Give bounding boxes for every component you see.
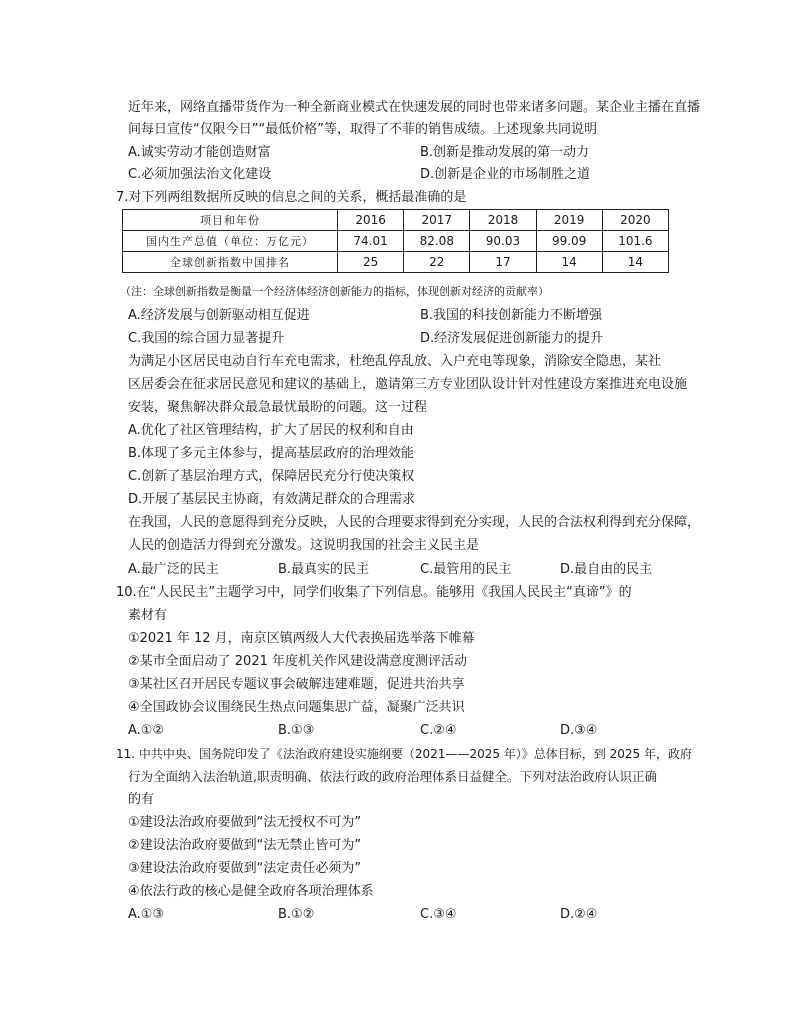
q11-stem-line-1: 11. 中共中央、国务院印发了《法治政府建设实施纲要（2021——2025 年）》总体目标，到 2025 年，政府: [116, 747, 692, 761]
q7-data-table: [122, 209, 669, 273]
q7-option-c: C.我国的综合国力显著提升: [128, 331, 285, 346]
q10-stem-line-1: 10.在“人民民主”主题学习中，同学们收集了下列信息。能够用《我国人民民主“真谛”》的: [116, 585, 632, 600]
q10-stem-line-2: 素材有: [128, 608, 168, 623]
table-row-label: 全球创新指数中国排名: [123, 252, 338, 273]
q7-option-b: B.我国的科技创新能力不断增强: [420, 308, 603, 323]
table-row-rank: [123, 252, 669, 273]
q6-option-b: B.创新是推动发展的第一动力: [420, 145, 590, 160]
q10-item-2: ②某市全面启动了 2021 年度机关作风建设满意度测评活动: [128, 654, 468, 669]
q9-stem-line-1: 在我国，人民的意愿得到充分反映，人民的合理要求得到充分实现，人民的合法权利得到充分保障，: [128, 515, 701, 530]
q9-option-b: B.最真实的民主: [278, 562, 370, 577]
table-year: 2017: [404, 210, 470, 231]
q10-option-b: B.①③: [278, 723, 315, 738]
table-cell: 25: [338, 252, 404, 273]
q11-item-2: ②建设法治政府要做到“法无禁止皆可为”: [128, 838, 362, 853]
table-year: 2016: [338, 210, 404, 231]
q10-option-d: D.③④: [560, 723, 598, 738]
q11-option-b: B.①②: [278, 907, 315, 922]
q8-stem-line-1: 为满足小区居民电动自行车充电需求，杜绝乱停乱放、入户充电等现象，消除安全隐患，某社: [128, 354, 662, 369]
q9-option-a: A.最广泛的民主: [128, 562, 219, 577]
q8-option-d: D.开展了基层民主协商，有效满足群众的合理需求: [128, 492, 416, 507]
q10-option-c: C.②④: [420, 723, 457, 738]
table-cell: 22: [404, 252, 470, 273]
table-year: 2019: [536, 210, 602, 231]
table-cell: 14: [602, 252, 668, 273]
q9-stem-line-2: 人民的创造活力得到充分激发。这说明我国的社会主义民主是: [128, 538, 480, 553]
table-cell: 14: [536, 252, 602, 273]
q11-stem-line-3: 的有: [128, 792, 155, 807]
q11-option-d: D.②④: [560, 907, 598, 922]
q8-option-a: A.优化了社区管理结构，扩大了居民的权利和自由: [128, 423, 414, 438]
q8-stem-line-3: 安装，聚焦解决群众最急最忧最盼的问题。这一过程: [128, 400, 428, 415]
q7-option-d: D.经济发展促进创新能力的提升: [420, 331, 604, 346]
q11-item-1: ①建设法治政府要做到“法无授权不可为”: [128, 815, 362, 830]
table-header-row: [123, 210, 669, 231]
q6-stem-line-1: 近年来，网络直播带货作为一种全新商业模式在快速发展的同时也带来诸多问题。某企业主播在直播: [128, 100, 701, 115]
q7-note: （注：全球创新指数是衡量一个经济体经济创新能力的指标，体现创新对经济的贡献率）: [120, 285, 549, 298]
q9-option-c: C.最管用的民主: [420, 562, 512, 577]
table-cell: 17: [470, 252, 536, 273]
table-year: 2020: [602, 210, 668, 231]
q11-option-a: A.①③: [128, 907, 165, 922]
table-year: 2018: [470, 210, 536, 231]
q6-option-c: C.必须加强法治文化建设: [128, 167, 272, 182]
q10-item-3: ③某社区召开居民专题议事会破解违建难题，促进共治共享: [128, 677, 465, 692]
table-cell: 101.6: [602, 231, 668, 252]
q10-item-1: ①2021 年 12 月，南京区镇两级人大代表换届选举落下帷幕: [128, 631, 475, 646]
q8-stem-line-2: 区居委会在征求居民意见和建议的基础上，邀请第三方专业团队设计针对性建设方案推进充电设施: [128, 377, 688, 392]
q11-item-3: ③建设法治政府要做到“法定责任必须为”: [128, 861, 362, 876]
table-header-label: 项目和年份: [123, 210, 338, 231]
q10-option-a: A.①②: [128, 723, 165, 738]
q6-option-d: D.创新是企业的市场制胜之道: [420, 167, 591, 182]
q6-stem-line-2: 间每日宣传“仅限今日”“最低价格”等，取得了不菲的销售成绩。上述现象共同说明: [128, 122, 597, 137]
table-cell: 74.01: [338, 231, 404, 252]
table-cell: 82.08: [404, 231, 470, 252]
q11-stem-line-2: 行为全面纳入法治轨道,职责明确、依法行政的政府治理体系日益健全。下列对法治政府认识正确: [128, 769, 657, 784]
q10-item-4: ④全国政协会议围绕民生热点问题集思广益，凝聚广泛共识: [128, 700, 465, 715]
q6-option-a: A.诚实劳动才能创造财富: [128, 145, 271, 160]
table-row-gdp: [123, 231, 669, 252]
q7-option-a: A.经济发展与创新驱动相互促进: [128, 308, 310, 323]
q11-option-c: C.③④: [420, 907, 457, 922]
q9-option-d: D.最自由的民主: [560, 562, 653, 577]
q8-option-b: B.体现了多元主体参与，提高基层政府的治理效能: [128, 446, 415, 461]
q11-item-4: ④依法行政的核心是健全政府各项治理体系: [128, 884, 374, 899]
table-row-label: 国内生产总值（单位：万亿元）: [123, 231, 338, 252]
q8-option-c: C.创新了基层治理方式，保障居民充分行使决策权: [128, 469, 415, 484]
q7-stem: 7.对下列两组数据所反映的信息之间的关系，概括最准确的是: [116, 190, 467, 205]
table-cell: 99.09: [536, 231, 602, 252]
table-cell: 90.03: [470, 231, 536, 252]
